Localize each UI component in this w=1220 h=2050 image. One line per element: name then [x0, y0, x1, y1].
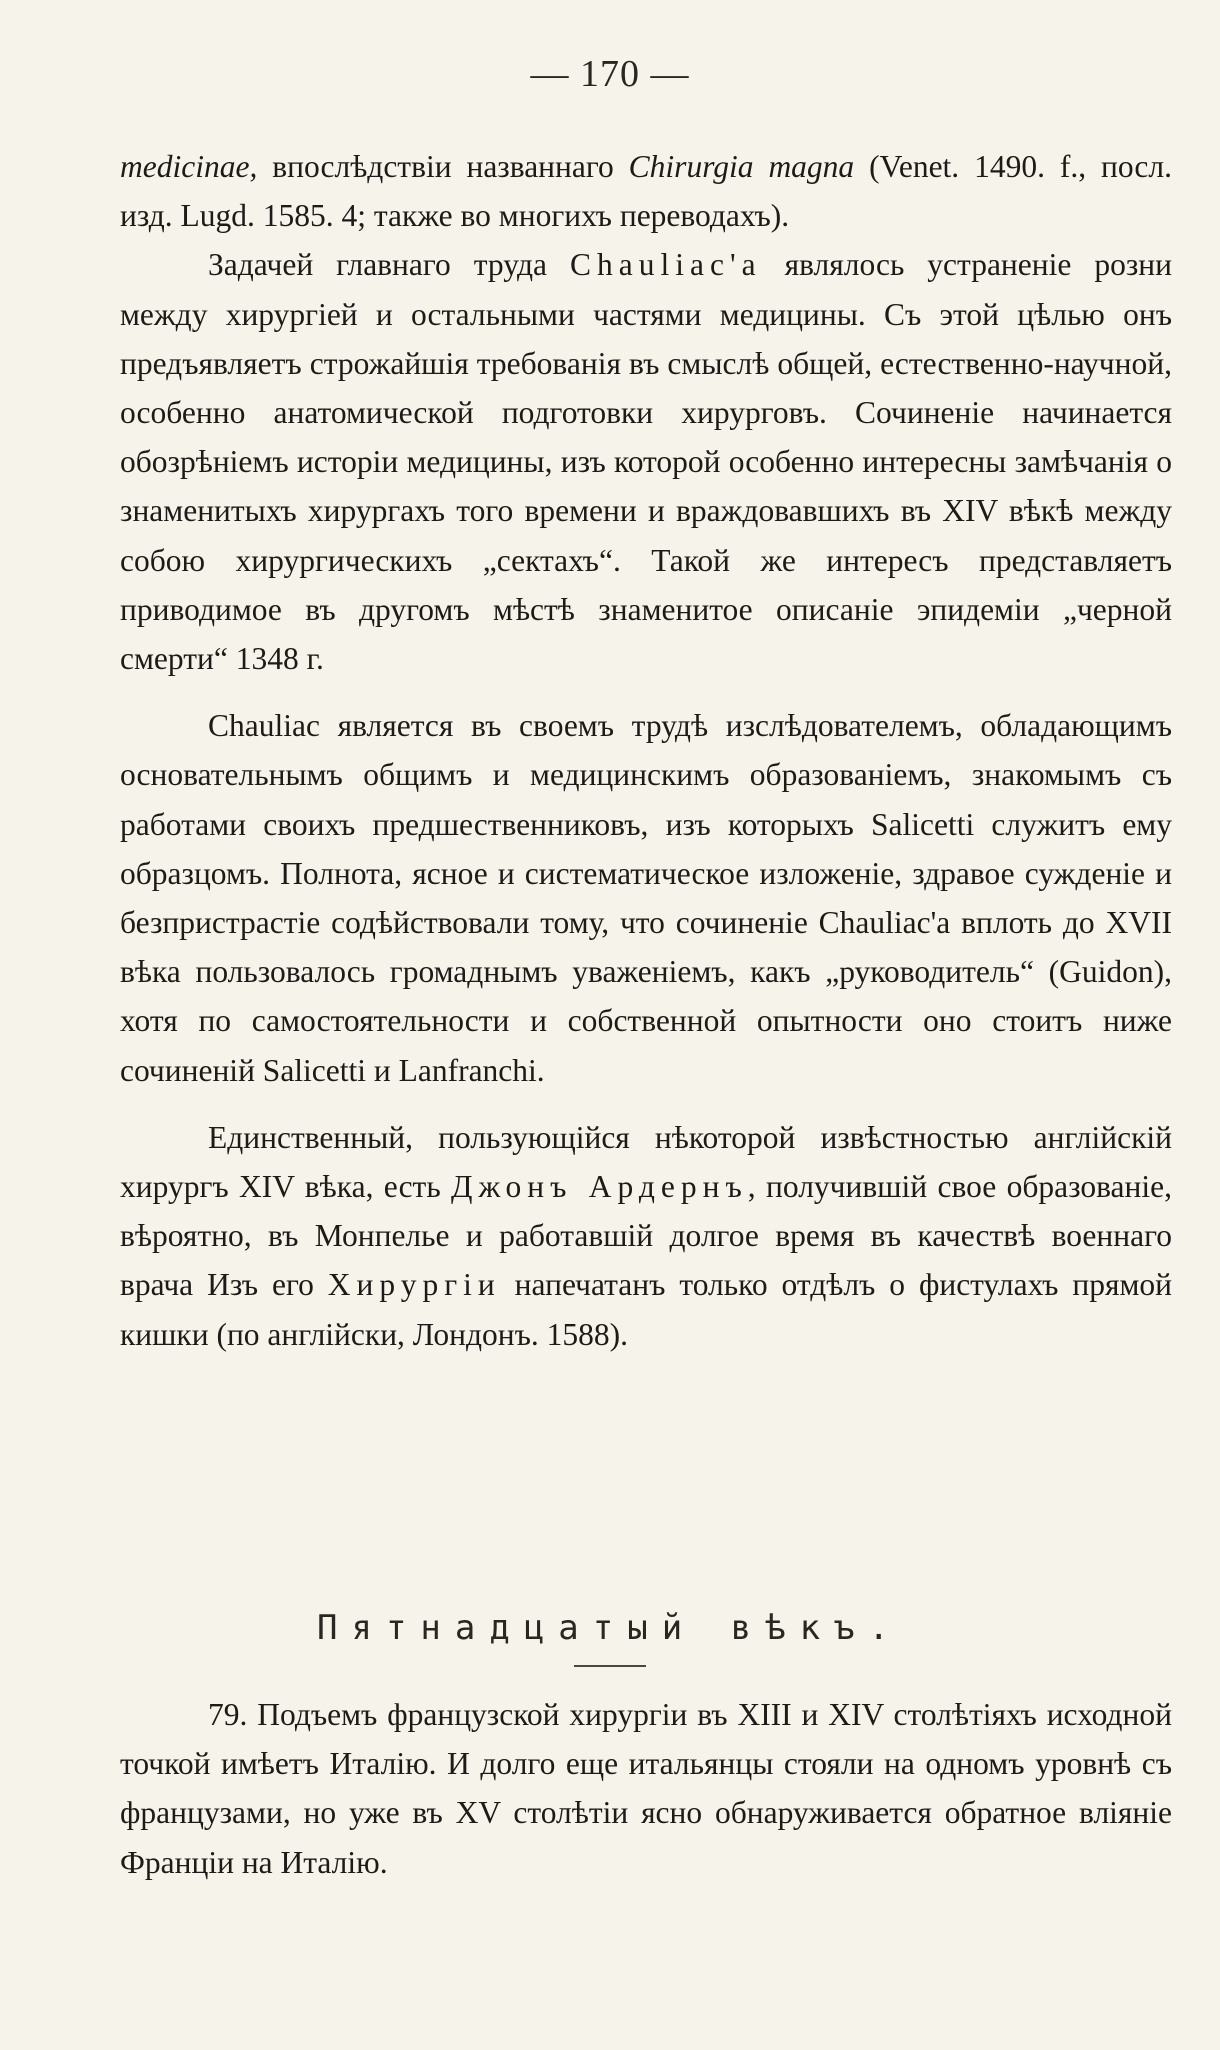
text-run: являлось устраненіе розни между хирургіей и остальными частями медицины. Съ этой цѣлью онъ предъявляетъ строжайшія требованія въ смыслѣ общей, естественно-научной, особенно анатомической подготовки хирурговъ. Сочиненіе начинается обозрѣніемъ исторіи медицины, изъ которой особенно интересны замѣчанія о знаменитыхъ хирургахъ того времени и враждовавшихъ въ XIV вѣкѣ между собою хирургическихъ „сектахъ“. Такой же интересъ представляетъ приводимое въ другомъ мѣстѣ знаменитое описаніе эпидеміи „черной смерти“ 1348 г.: [120, 247, 1172, 677]
body-text-bottom: [120, 1690, 1172, 1887]
text-run: Chauliac является въ своемъ трудѣ изслѣдователемъ, обладающимъ основательнымъ общимъ и медицинскимъ образованіемъ, знакомымъ съ работами своихъ предшественниковъ, изъ которыхъ Salicetti служитъ ему образцомъ. Полнота, ясное и систематическое изложеніе, здравое сужденіе и безпристрастіе содѣйствовали тому, что сочиненіе Chauliac'a вплоть до XVII вѣка пользовалось громаднымъ уваженіемъ, какъ „руководитель“ (Guidon), хотя по самостоятельности и собственной опытности оно стоитъ ниже сочиненій Salicetti и Lanfranchi.: [120, 708, 1172, 1088]
paragraph-79: [120, 1690, 1172, 1887]
text-run: Джонъ Ардернъ: [451, 1169, 748, 1205]
text-run: 79. Подъемъ французской хирургіи въ XIII и XIV столѣтіяхъ исходной точкой имѣетъ Италію. И долго еще итальянцы стояли на одномъ уровнѣ съ французами, но уже въ XV столѣтіи ясно обнаруживается обратное вліяніе Франціи на Италію.: [120, 1697, 1172, 1880]
paragraph-chauliac-task: [120, 240, 1172, 683]
paragraph-arderne: [120, 1113, 1172, 1359]
text-run: , получившій свое образованіе, вѣроятно, въ Монпелье и работавшій долгое время въ качествѣ военнаго врача Изъ его: [120, 1169, 1172, 1303]
section-heading: Пятнадцатый вѣкъ.: [317, 1608, 903, 1648]
paragraph-chauliac-researcher: [120, 701, 1172, 1095]
page-number: — 170 —: [530, 53, 690, 95]
text-run: Chauliac'a: [569, 247, 762, 283]
body-text-top: [120, 142, 1172, 1359]
paragraph-continuation: [120, 142, 1172, 240]
heading-divider: [574, 1665, 646, 1667]
text-run: Chirurgia magna: [628, 149, 855, 184]
text-run: Задачей главнаго труда: [208, 247, 570, 283]
text-run: (Venet. 1490. f., посл. изд. Lugd. 1585. 4; также во многихъ переводахъ).: [120, 149, 1172, 234]
text-run: Единственный, пользующійся нѣкоторой извѣстностью англійскій хирургъ XIV вѣка, есть: [120, 1119, 1172, 1205]
text-run: medicinae,: [120, 149, 258, 184]
text-run: впослѣдствіи названнаго: [257, 149, 629, 184]
text-run: напечатанъ только отдѣлъ о фистулахъ прямой кишки (по англійски, Лондонъ. 1588).: [120, 1267, 1173, 1352]
text-run: Хирургіи: [327, 1267, 501, 1303]
